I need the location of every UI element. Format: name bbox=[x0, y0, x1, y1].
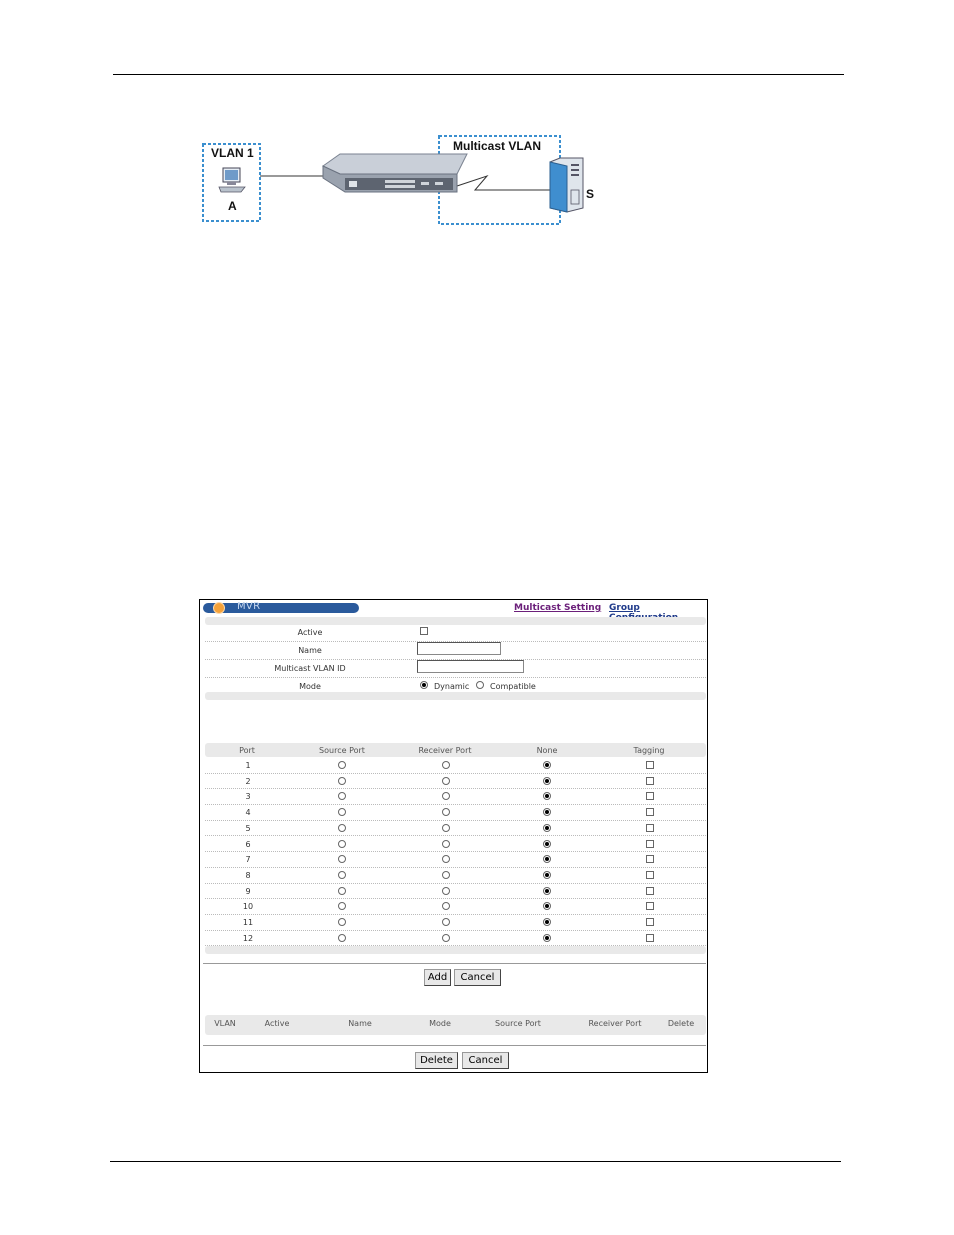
source-port-radio[interactable] bbox=[338, 808, 346, 816]
col-port: Port bbox=[239, 746, 255, 755]
none-radio[interactable] bbox=[543, 761, 551, 769]
tagging-checkbox[interactable] bbox=[646, 808, 654, 816]
vlan-id-input[interactable] bbox=[417, 660, 524, 673]
table-row bbox=[205, 931, 706, 947]
port-table-footer bbox=[205, 946, 706, 954]
tagging-checkbox[interactable] bbox=[646, 761, 654, 769]
col-none: None bbox=[536, 746, 558, 755]
port-number: 6 bbox=[245, 839, 251, 849]
source-port-radio[interactable] bbox=[338, 918, 346, 926]
receiver-port-radio[interactable] bbox=[442, 902, 450, 910]
none-radio[interactable] bbox=[543, 934, 551, 942]
source-port-radio[interactable] bbox=[338, 792, 346, 800]
active-checkbox[interactable] bbox=[420, 627, 428, 635]
col-active: Active bbox=[264, 1019, 290, 1028]
source-port-radio[interactable] bbox=[338, 871, 346, 879]
port-number: 3 bbox=[245, 792, 251, 802]
table-row bbox=[205, 805, 706, 821]
header-rule bbox=[113, 74, 844, 75]
source-port-radio[interactable] bbox=[338, 840, 346, 848]
port-table-header bbox=[205, 743, 706, 757]
server-icon bbox=[550, 158, 583, 212]
cancel-button-2[interactable]: Cancel bbox=[462, 1052, 509, 1069]
source-port-radio[interactable] bbox=[338, 934, 346, 942]
table-row bbox=[205, 821, 706, 837]
table-row bbox=[205, 852, 706, 868]
table-row bbox=[205, 868, 706, 884]
port-number: 5 bbox=[245, 823, 251, 833]
form-bottom-band bbox=[205, 692, 706, 700]
receiver-port-radio[interactable] bbox=[442, 887, 450, 895]
vlan-id-label: Multicast VLAN ID bbox=[274, 664, 346, 673]
mode-compatible-label: Compatible bbox=[490, 682, 536, 691]
multicast-vlan-label: Multicast VLAN bbox=[453, 139, 542, 153]
col-tagging: Tagging bbox=[633, 746, 665, 755]
diagram-graphic bbox=[195, 130, 605, 230]
computer-icon bbox=[219, 168, 245, 192]
none-radio[interactable] bbox=[543, 855, 551, 863]
source-port-radio[interactable] bbox=[338, 887, 346, 895]
cancel-button[interactable]: Cancel bbox=[454, 969, 501, 986]
col-vlan: VLAN bbox=[214, 1019, 236, 1028]
name-input[interactable] bbox=[417, 642, 501, 655]
port-number: 10 bbox=[242, 902, 254, 912]
group-configuration-link[interactable]: Group bbox=[609, 603, 640, 613]
active-row bbox=[205, 624, 706, 642]
table-row bbox=[205, 789, 706, 805]
receiver-port-radio[interactable] bbox=[442, 855, 450, 863]
multicast-setting-link[interactable]: Multicast Setting bbox=[514, 603, 602, 613]
tagging-checkbox[interactable] bbox=[646, 840, 654, 848]
footer-rule bbox=[110, 1161, 841, 1162]
port-number: 2 bbox=[245, 776, 251, 786]
add-button[interactable]: Add bbox=[424, 969, 451, 986]
screen-title: MVR bbox=[237, 601, 261, 612]
mode-dynamic-label: Dynamic bbox=[434, 682, 470, 691]
receiver-port-radio[interactable] bbox=[442, 934, 450, 942]
mvr-screen bbox=[199, 599, 708, 1073]
table-row bbox=[205, 899, 706, 915]
tagging-checkbox[interactable] bbox=[646, 918, 654, 926]
port-number: 9 bbox=[245, 886, 251, 896]
table-row bbox=[205, 758, 706, 774]
screen-title-bar bbox=[203, 603, 359, 613]
none-radio[interactable] bbox=[543, 871, 551, 879]
col-summary-source-port: Source Port bbox=[495, 1019, 541, 1028]
server-s-label: S bbox=[586, 187, 595, 201]
source-port-radio[interactable] bbox=[338, 855, 346, 863]
mode-dynamic-radio[interactable] bbox=[420, 681, 428, 689]
receiver-port-radio[interactable] bbox=[442, 871, 450, 879]
tagging-checkbox[interactable] bbox=[646, 934, 654, 942]
tagging-checkbox[interactable] bbox=[646, 777, 654, 785]
server-link bbox=[457, 176, 550, 190]
none-radio[interactable] bbox=[543, 777, 551, 785]
none-radio[interactable] bbox=[543, 792, 551, 800]
mvr-network-diagram bbox=[195, 130, 605, 230]
active-label: Active bbox=[297, 628, 323, 637]
tagging-checkbox[interactable] bbox=[646, 792, 654, 800]
host-a-label: A bbox=[228, 199, 237, 213]
none-radio[interactable] bbox=[543, 887, 551, 895]
port-number: 8 bbox=[245, 870, 251, 880]
none-radio[interactable] bbox=[543, 824, 551, 832]
vlan1-label: VLAN 1 bbox=[211, 146, 254, 160]
none-radio[interactable] bbox=[543, 902, 551, 910]
port-number: 12 bbox=[242, 933, 254, 943]
receiver-port-radio[interactable] bbox=[442, 918, 450, 926]
port-number: 11 bbox=[242, 918, 254, 927]
separator-1 bbox=[203, 963, 706, 964]
col-mode: Mode bbox=[429, 1019, 451, 1028]
col-source-port: Source Port bbox=[319, 746, 365, 755]
table-row bbox=[205, 774, 706, 790]
table-row bbox=[205, 915, 706, 931]
receiver-port-radio[interactable] bbox=[442, 808, 450, 816]
port-number: 7 bbox=[245, 855, 251, 865]
receiver-port-radio[interactable] bbox=[442, 777, 450, 785]
mode-compatible-radio[interactable] bbox=[476, 681, 484, 689]
vlan-id-row bbox=[205, 660, 706, 678]
source-port-radio[interactable] bbox=[338, 824, 346, 832]
title-orb-icon bbox=[213, 602, 225, 614]
none-radio[interactable] bbox=[543, 840, 551, 848]
tagging-checkbox[interactable] bbox=[646, 871, 654, 879]
none-radio[interactable] bbox=[543, 918, 551, 926]
table-row bbox=[205, 884, 706, 900]
table-row bbox=[205, 837, 706, 853]
col-delete: Delete bbox=[667, 1019, 695, 1028]
source-port-radio[interactable] bbox=[338, 777, 346, 785]
col-name: Name bbox=[348, 1019, 372, 1028]
port-number: 4 bbox=[245, 808, 251, 818]
summary-table-header bbox=[205, 1015, 706, 1035]
col-summary-receiver-port: Receiver Port bbox=[588, 1019, 642, 1028]
tagging-checkbox[interactable] bbox=[646, 855, 654, 863]
tagging-checkbox[interactable] bbox=[646, 887, 654, 895]
tagging-checkbox[interactable] bbox=[646, 902, 654, 910]
name-label: Name bbox=[298, 646, 322, 655]
receiver-port-radio[interactable] bbox=[442, 824, 450, 832]
source-port-radio[interactable] bbox=[338, 902, 346, 910]
receiver-port-radio[interactable] bbox=[442, 792, 450, 800]
none-radio[interactable] bbox=[543, 808, 551, 816]
tagging-checkbox[interactable] bbox=[646, 824, 654, 832]
receiver-port-radio[interactable] bbox=[442, 840, 450, 848]
receiver-port-radio[interactable] bbox=[442, 761, 450, 769]
separator-2 bbox=[203, 1045, 706, 1046]
switch-icon bbox=[323, 154, 467, 192]
port-number: 1 bbox=[245, 761, 251, 770]
mode-label: Mode bbox=[299, 682, 321, 691]
name-row bbox=[205, 642, 706, 660]
delete-button[interactable]: Delete bbox=[415, 1052, 458, 1069]
source-port-radio[interactable] bbox=[338, 761, 346, 769]
col-receiver-port: Receiver Port bbox=[418, 746, 472, 755]
